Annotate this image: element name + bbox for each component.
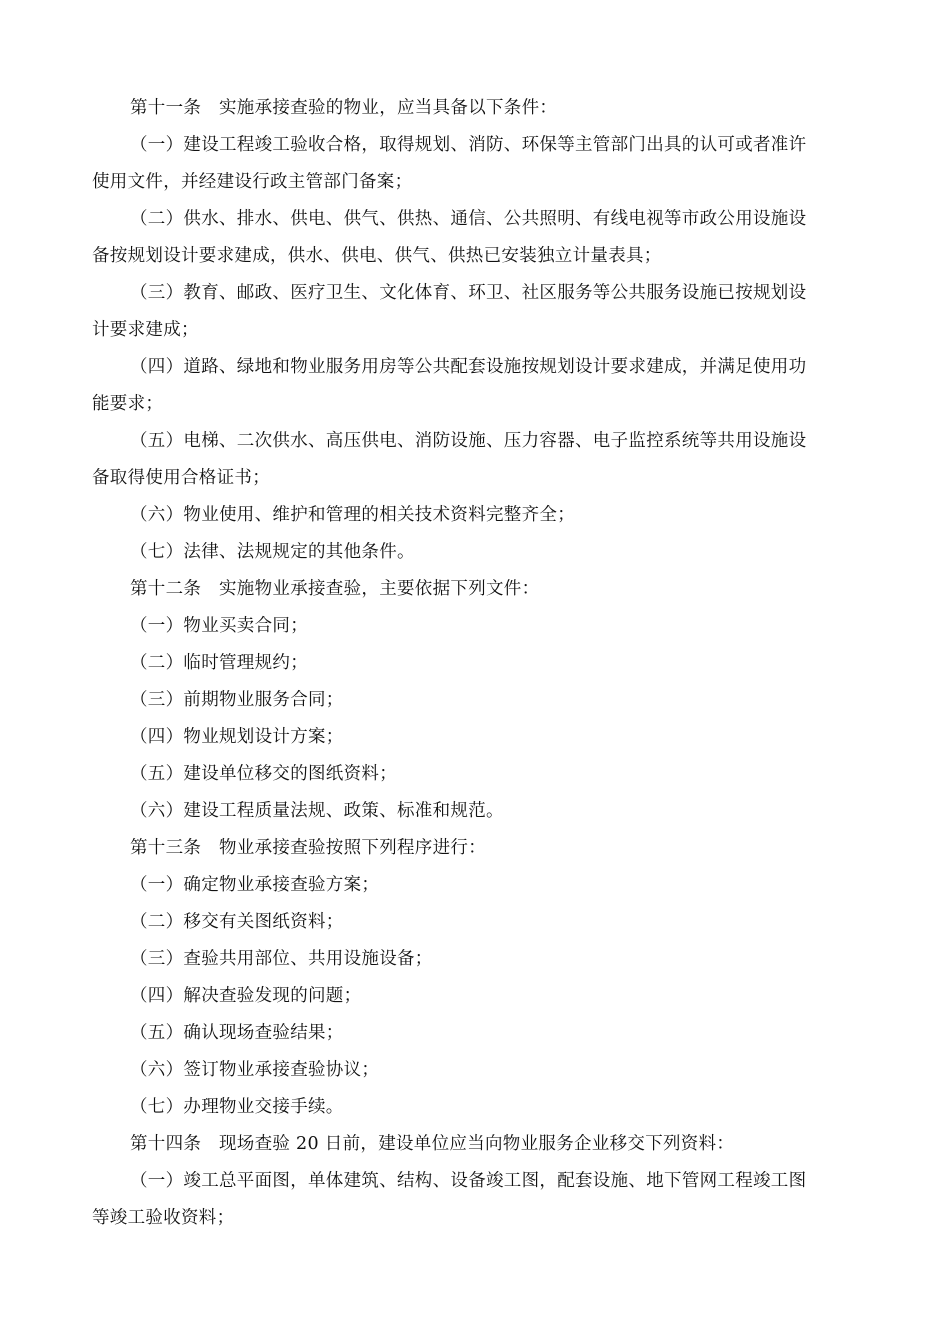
document-body	[92, 90, 862, 1237]
text-line: （六）建设工程质量法规、政策、标准和规范。	[130, 801, 504, 821]
text-line: 第十一条 实施承接查验的物业，应当具备以下条件：	[130, 98, 558, 118]
text-line: 备取得使用合格证书；	[92, 468, 270, 488]
article-11-item-4	[92, 349, 862, 423]
text-line: （一）建设工程竣工验收合格，取得规划、消防、环保等主管部门出具的认可或者准许	[130, 135, 807, 155]
article-13-item-3	[92, 941, 862, 978]
text-line: （三）前期物业服务合同；	[130, 690, 344, 710]
article-14-item-1	[92, 1163, 862, 1237]
article-11-item-6	[92, 497, 862, 534]
text-line: 使用文件，并经建设行政主管部门备案；	[92, 172, 413, 192]
text-line: （五）建设单位移交的图纸资料；	[130, 764, 397, 784]
text-line: （四）解决查验发现的问题；	[130, 986, 362, 1006]
text-line: 等竣工验收资料；	[92, 1208, 235, 1228]
text-line: （四）道路、绿地和物业服务用房等公共配套设施按规划设计要求建成，并满足使用功	[130, 357, 807, 377]
text-line: （一）确定物业承接查验方案；	[130, 875, 380, 895]
article-12-item-4	[92, 719, 862, 756]
text-line: （七）法律、法规规定的其他条件。	[130, 542, 415, 562]
article-12-heading	[92, 571, 862, 608]
text-line: 第十四条 现场查验 20 日前，建设单位应当向物业服务企业移交下列资料：	[130, 1134, 735, 1154]
text-line: 第十三条 物业承接查验按照下列程序进行：	[130, 838, 486, 858]
text-line: （四）物业规划设计方案；	[130, 727, 344, 747]
text-line: （三）查验共用部位、共用设施设备；	[130, 949, 433, 969]
article-13-item-1	[92, 867, 862, 904]
article-11-item-2	[92, 201, 862, 275]
text-line: （二）供水、排水、供电、供气、供热、通信、公共照明、有线电视等市政公用设施设	[130, 209, 807, 229]
article-11-item-1	[92, 127, 862, 201]
text-line: （一）物业买卖合同；	[130, 616, 308, 636]
text-line: 计要求建成；	[92, 320, 199, 340]
text-line: （六）签订物业承接查验协议；	[130, 1060, 380, 1080]
text-line: （一）竣工总平面图，单体建筑、结构、设备竣工图，配套设施、地下管网工程竣工图	[130, 1171, 807, 1191]
text-line: （六）物业使用、维护和管理的相关技术资料完整齐全；	[130, 505, 575, 525]
article-13-item-7	[92, 1089, 862, 1126]
article-12-item-1	[92, 608, 862, 645]
article-11-item-7	[92, 534, 862, 571]
article-11-item-3	[92, 275, 862, 349]
article-13-item-2	[92, 904, 862, 941]
text-line: 备按规划设计要求建成，供水、供电、供气、供热已安装独立计量表具；	[92, 246, 662, 266]
article-13-item-4	[92, 978, 862, 1015]
text-line: 第十二条 实施物业承接查验，主要依据下列文件：	[130, 579, 540, 599]
article-12-item-5	[92, 756, 862, 793]
article-12-item-6	[92, 793, 862, 830]
text-line: （二）移交有关图纸资料；	[130, 912, 344, 932]
article-13-item-5	[92, 1015, 862, 1052]
text-line: 能要求；	[92, 394, 164, 414]
article-13-heading	[92, 830, 862, 867]
text-line: （三）教育、邮政、医疗卫生、文化体育、环卫、社区服务等公共服务设施已按规划设	[130, 283, 807, 303]
article-12-item-3	[92, 682, 862, 719]
text-line: （二）临时管理规约；	[130, 653, 308, 673]
article-11-heading	[92, 90, 862, 127]
article-13-item-6	[92, 1052, 862, 1089]
article-14-heading	[92, 1126, 862, 1163]
text-line: （七）办理物业交接手续。	[130, 1097, 344, 1117]
text-line: （五）电梯、二次供水、高压供电、消防设施、压力容器、电子监控系统等共用设施设	[130, 431, 807, 451]
article-12-item-2	[92, 645, 862, 682]
article-11-item-5	[92, 423, 862, 497]
text-line: （五）确认现场查验结果；	[130, 1023, 344, 1043]
